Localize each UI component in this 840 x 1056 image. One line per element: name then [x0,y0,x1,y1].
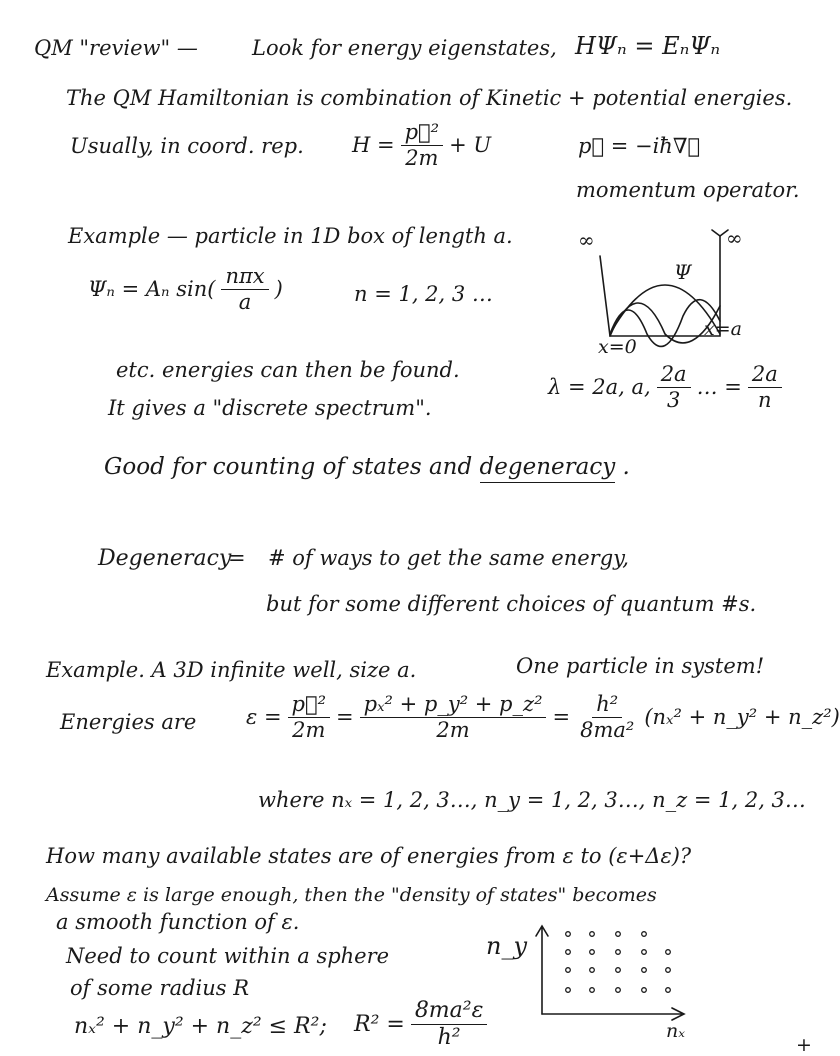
hamiltonian-text: The QM Hamiltonian is combination of Kinetic + potential energies. [66,86,793,110]
lattice-point [590,968,595,973]
degeneracy-underlined: degeneracy [480,454,616,483]
lambda-lhs: λ = 2a, a, [548,375,651,399]
f3-den: 8ma² [580,718,635,742]
lambda-num1: 2a [657,364,691,388]
h-rest: + U [449,133,492,157]
quantum-sum: (nₓ² + n_y² + n_z²) [644,705,840,729]
wave-lhs: Ψₙ = Aₙ sin( [88,277,216,301]
n-values: n = 1, 2, 3 … [354,282,493,306]
degeneracy-def2: but for some different choices of quantum #s. [266,592,757,616]
f2-num: pₓ² + p_y² + p_z² [360,694,547,718]
lambda-dots: … = [696,375,742,399]
lattice-point [666,988,671,993]
good-for-text: Good for counting of states and [104,454,473,480]
lattice-point [642,988,647,993]
lattice-point [616,932,621,937]
lambda-den1: 3 [666,388,681,412]
lattice-point [590,932,595,937]
need-to-count: Need to count within a sphere [66,944,390,968]
lambda-equation [548,364,788,411]
quantum-number-ranges: where nₓ = 1, 2, 3…, n_y = 1, 2, 3…, n_z = 1, 2, 3… [258,788,806,812]
wave-num: nπx [221,266,268,290]
eps-lhs: ε = [246,705,282,729]
degeneracy-def1: # of ways to get the same energy, [268,546,629,570]
degeneracy-term: Degeneracy [98,546,232,571]
lattice-point [590,988,595,993]
lattice-point [642,968,647,973]
h-den: 2m [405,146,439,170]
radius-text: of some radius R [70,976,250,1000]
lambda-fraction-1 [657,364,691,411]
infinity-right: ∞ [726,226,743,250]
x0-label: x=0 [598,336,637,358]
momentum-equation: p⃗ = −iħ∇⃗ [578,134,701,158]
lattice-point [566,950,571,955]
lattice-point [616,950,621,955]
energy-fraction-1 [288,694,330,741]
degeneracy-equals: = [228,546,246,570]
lattice-point [566,968,571,973]
lambda-fraction-2 [748,364,782,411]
energies-found: etc. energies can then be found. [116,358,460,382]
intro-eigenstates: Look for energy eigenstates, [252,36,557,60]
one-particle: One particle in system! [516,654,765,678]
good-for-counting [104,456,630,479]
eq2: = [336,705,354,729]
ny-axis-label: n_y [486,932,528,960]
lattice-point [566,988,571,993]
title-review: QM "review" — [34,36,198,60]
energies-are: Energies are [60,710,197,734]
radius-equation [354,1000,493,1049]
assume-text: Assume ε is large enough, then the "density of states" becomes [46,884,657,906]
energy-equation-3d [246,694,840,741]
smooth-function: a smooth function of ε. [56,910,300,934]
r-den: h² [437,1025,461,1050]
eq3: = [552,705,571,729]
example2-heading: Example. A 3D infinite well, size a. [46,658,417,682]
how-many-question: How many available states are of energies from ε to (ε+Δε)? [46,844,692,868]
energy-fraction-2 [360,694,547,741]
h-num: p⃗² [401,122,443,146]
sphere-inequality: nₓ² + n_y² + n_z² ≤ R²; [74,1014,327,1039]
f1-num: p⃗² [288,694,330,718]
wave-den: a [238,290,252,314]
lambda-den2: n [758,388,772,412]
wave-fraction [221,266,268,313]
momentum-label: momentum operator. [576,178,800,202]
f2-den: 2m [436,718,470,742]
wavefunction-equation [88,266,283,313]
xa-label: x=a [704,318,742,340]
f3-num: h² [592,694,622,718]
lattice-point [642,932,647,937]
lattice-point [590,950,595,955]
energy-fraction-3 [576,694,638,741]
hamiltonian-equation [352,122,491,169]
good-for-end: . [622,454,630,480]
corner-mark: + [796,1034,812,1056]
lattice-point [566,932,571,937]
lattice-point [642,950,647,955]
r-lhs: R² = [354,1011,405,1037]
h-fraction [401,122,443,169]
usually-text: Usually, in coord. rep. [70,134,304,158]
lattice-point [666,968,671,973]
nx-axis-label: nₓ [666,1020,685,1042]
r-num: 8ma²ε [411,1000,488,1025]
lambda-num2: 2a [748,364,782,388]
example1-heading: Example — particle in 1D box of length a. [68,224,513,248]
discrete-spectrum: It gives a "discrete spectrum". [108,396,432,420]
schrodinger-equation: HΨₙ = EₙΨₙ [575,32,721,60]
r-fraction [411,1000,488,1049]
lattice-point [616,988,621,993]
h-lhs: H = [352,133,395,157]
lattice-point [616,968,621,973]
infinity-left: ∞ [578,228,595,252]
lattice-sketch [530,922,700,1022]
wave-close: ) [274,277,283,301]
psi-label: Ψ [674,260,692,284]
lattice-point [666,950,671,955]
f1-den: 2m [292,718,326,742]
